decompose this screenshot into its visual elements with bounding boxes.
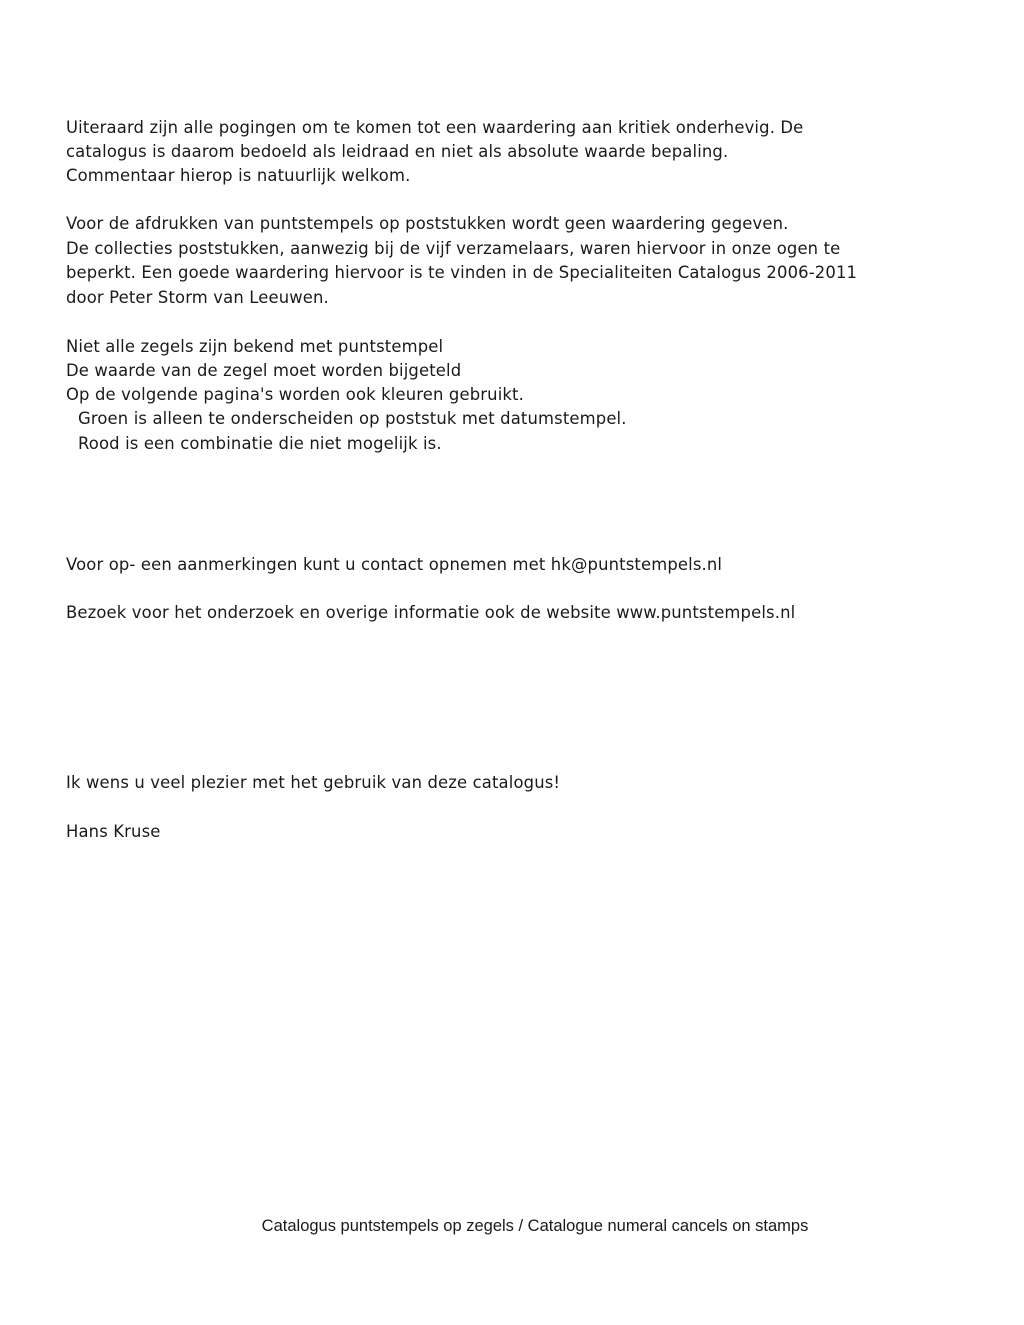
paragraph-3-line-1: Niet alle zegels zijn bekend met puntstempel [66,337,444,356]
paragraph-1-line-3: Commentaar hierop is natuurlijk welkom. [66,166,411,185]
paragraph-2-line-4: door Peter Storm van Leeuwen. [66,288,329,307]
page-footer: Catalogus puntstempels op zegels / Catalogue numeral cancels on stamps [261,1217,809,1235]
paragraph-3-line-4: Groen is alleen te onderscheiden op poststuk met datumstempel. [78,409,627,428]
paragraph-3-line-2: De waarde van de zegel moet worden bijgeteld [66,361,462,380]
paragraph-2-line-2: De collecties poststukken, aanwezig bij de vijf verzamelaars, waren hiervoor in onze ogen te [66,239,841,258]
paragraph-3-line-3: Op de volgende pagina's worden ook kleuren gebruikt. [66,385,524,404]
paragraph-1-line-1: Uiteraard zijn alle pogingen om te komen tot een waardering aan kritiek onderhevig. De [66,118,804,137]
paragraph-3-line-5: Rood is een combinatie die niet mogelijk is. [78,434,442,453]
paragraph-1-line-2: catalogus is daarom bedoeld als leidraad en niet als absolute waarde bepaling. [66,142,729,161]
paragraph-2-line-1: Voor de afdrukken van puntstempels op poststukken wordt geen waardering gegeven. [66,214,789,233]
website-line: Bezoek voor het onderzoek en overige informatie ook de website www.puntstempels.nl [66,603,796,622]
closing-line: Ik wens u veel plezier met het gebruik van deze catalogus! [66,773,561,792]
paragraph-2-line-3: beperkt. Een goede waardering hiervoor is te vinden in de Specialiteiten Catalogus 2006-2011 [66,263,858,282]
contact-line: Voor op- een aanmerkingen kunt u contact opnemen met hk@puntstempels.nl [66,555,723,574]
signature: Hans Kruse [66,822,161,841]
